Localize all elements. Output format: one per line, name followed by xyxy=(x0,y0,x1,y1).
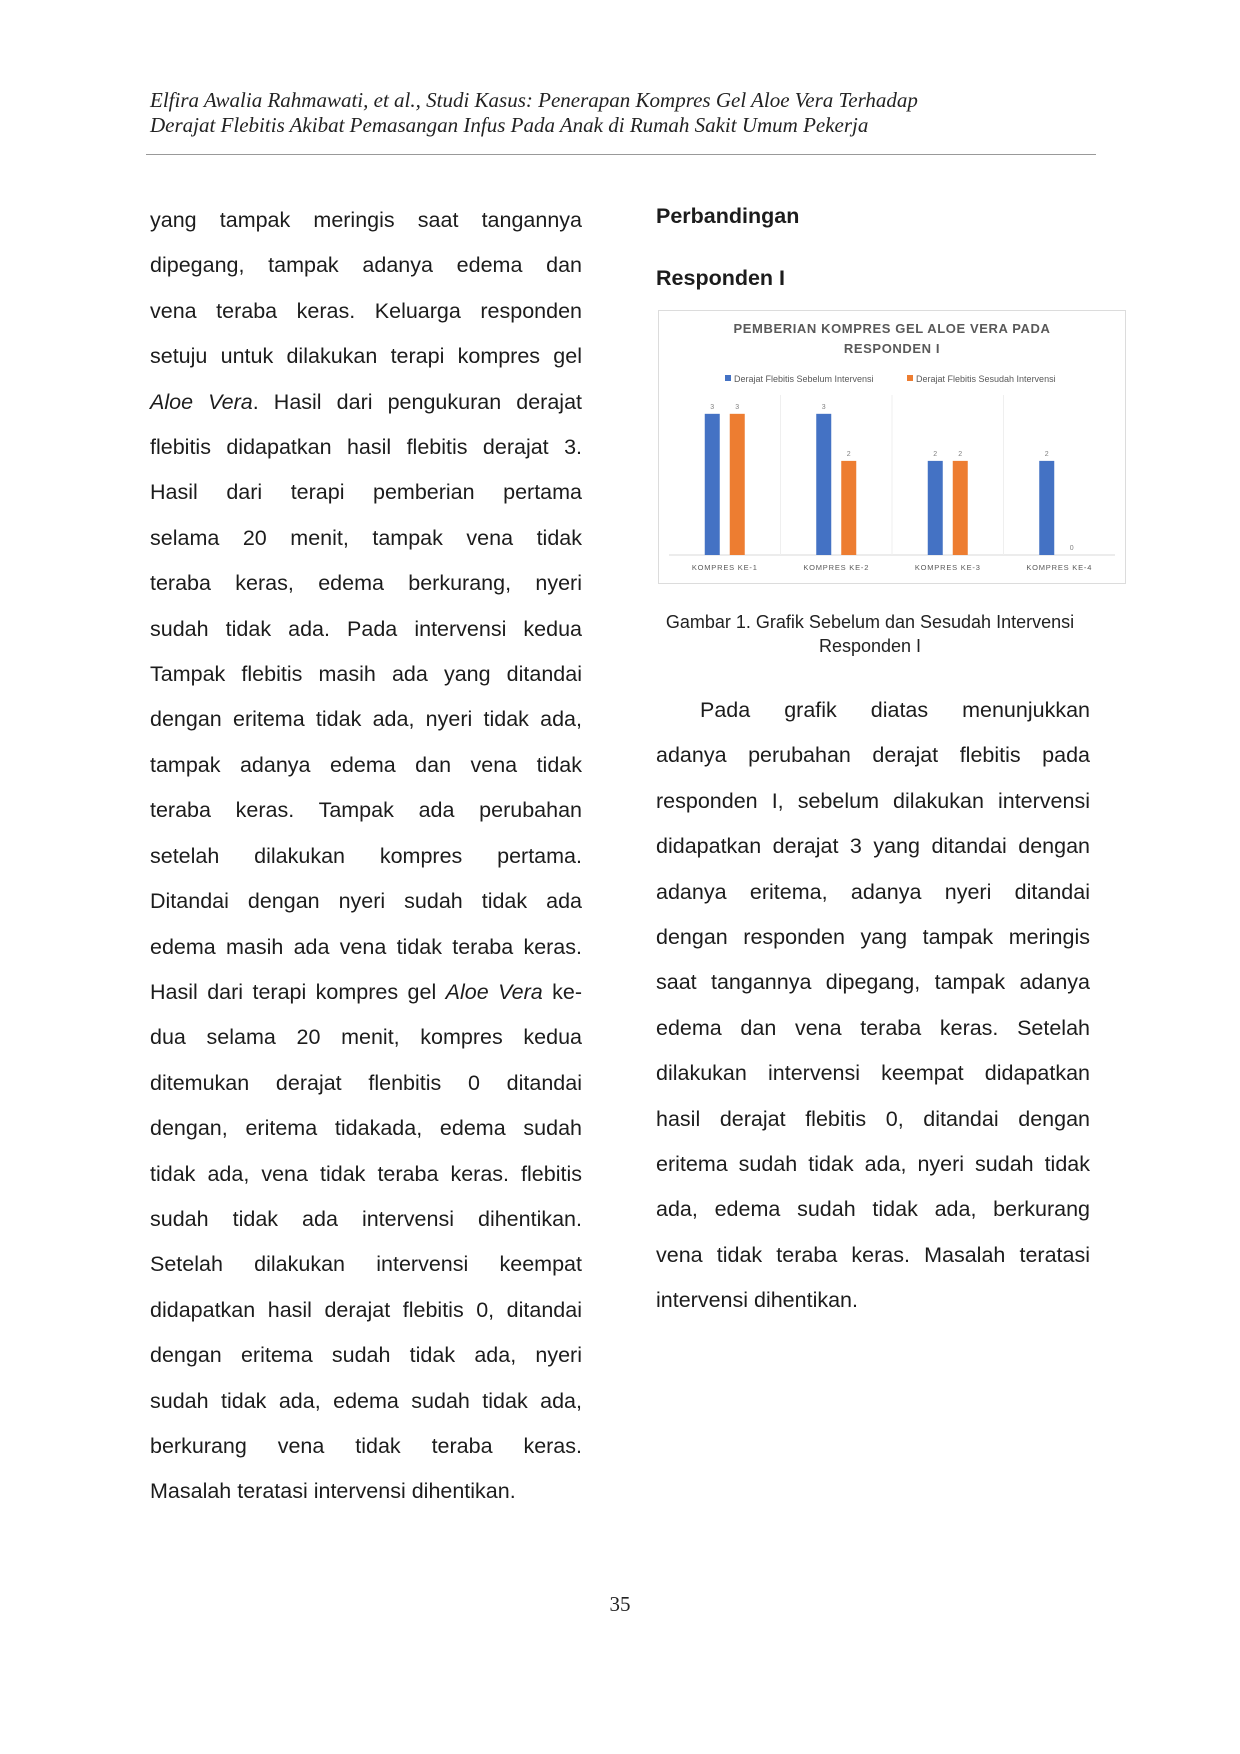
figure-chart xyxy=(658,310,1126,584)
caption-line-2: Responden I xyxy=(818,636,922,656)
data-label: 2 xyxy=(958,450,963,458)
text-line: setelah dilakukan kompres pertama. xyxy=(150,843,582,868)
chart-title-line-2: RESPONDEN I xyxy=(843,341,941,356)
text-line: vena teraba keras. Keluarga responden xyxy=(150,298,582,323)
header-line-2: Derajat Flebitis Akibat Pemasangan Infus Pada Anak di Rumah Sakit Umum Pekerja xyxy=(150,113,869,137)
data-label: 0 xyxy=(1069,545,1074,552)
text-line: dengan eritema sudah tidak ada, nyeri xyxy=(150,1343,582,1368)
x-tick-label: KOMPRES KE-2 xyxy=(803,563,870,572)
text-line: dua selama 20 menit, kompres kedua xyxy=(150,1025,582,1050)
text-line: sudah tidak ada intervensi dihentikan. xyxy=(150,1206,582,1231)
text-line: selama 20 menit, tampak vena tidak xyxy=(150,525,582,550)
text-line: tampak adanya edema dan vena tidak xyxy=(150,752,582,777)
data-label: 2 xyxy=(846,450,851,458)
header-line-1: Elfira Awalia Rahmawati, et al., Studi Kasus: Penerapan Kompres Gel Aloe Vera Terhadap xyxy=(150,88,918,112)
x-tick-label: KOMPRES KE-4 xyxy=(1026,563,1093,572)
header-divider xyxy=(146,154,1096,155)
chart-plot-area xyxy=(669,395,1115,572)
text-line: Aloe Vera. Hasil dari pengukuran derajat xyxy=(150,389,582,414)
text-line: dengan eritema tidak ada, nyeri tidak ada, xyxy=(150,707,582,732)
figure-caption xyxy=(640,610,1100,658)
data-label: 3 xyxy=(710,403,715,411)
bar xyxy=(816,414,831,555)
bar xyxy=(928,461,943,555)
bar xyxy=(730,414,745,555)
text-line: dengan responden yang tampak meringis xyxy=(656,925,1090,950)
text-line: hasil derajat flebitis 0, ditandai dengan xyxy=(656,1106,1090,1131)
text-line: tidak ada, vena tidak teraba keras. flebitis xyxy=(150,1161,582,1186)
bar-chart xyxy=(659,311,1125,583)
text-line: dilakukan intervensi keempat didapatkan xyxy=(656,1061,1090,1086)
text-line: sudah tidak ada. Pada intervensi kedua xyxy=(150,616,582,641)
text-line: intervensi dihentikan. xyxy=(656,1288,858,1313)
text-line: vena tidak teraba keras. Masalah teratasi xyxy=(656,1242,1090,1267)
subsection-heading: Responden I xyxy=(656,266,786,290)
text-line: sudah tidak ada, edema sudah tidak ada, xyxy=(150,1388,582,1413)
text-line: ditemukan derajat flenbitis 0 ditandai xyxy=(150,1070,582,1095)
data-label: 2 xyxy=(1044,450,1049,458)
x-tick-label: KOMPRES KE-1 xyxy=(691,563,758,572)
text-line: Ditandai dengan nyeri sudah tidak ada xyxy=(150,889,582,914)
page-number: 35 xyxy=(609,1592,631,1616)
bar xyxy=(841,461,856,555)
text-line: didapatkan derajat 3 yang ditandai dengan xyxy=(656,834,1090,859)
data-label: 3 xyxy=(735,403,740,411)
legend-label: Derajat Flebitis Sebelum Intervensi xyxy=(734,374,874,384)
text-line: Hasil dari terapi kompres gel Aloe Vera ke- xyxy=(150,979,583,1004)
text-line: teraba keras. Tampak ada perubahan xyxy=(150,798,582,823)
running-header xyxy=(150,88,1100,138)
text-line: dipegang, tampak adanya edema dan xyxy=(150,253,582,278)
text-line: adanya perubahan derajat flebitis pada xyxy=(656,743,1090,768)
data-label: 3 xyxy=(821,403,826,411)
bar xyxy=(705,414,720,555)
chart-legend xyxy=(725,374,1056,384)
text-line: Tampak flebitis masih ada yang ditandai xyxy=(150,662,582,687)
text-line: didapatkan hasil derajat flebitis 0, ditandai xyxy=(150,1297,582,1322)
text-line: edema masih ada vena tidak teraba keras. xyxy=(150,934,582,959)
text-line: Masalah teratasi intervensi dihentikan. xyxy=(150,1479,516,1504)
x-tick-label: KOMPRES KE-3 xyxy=(914,563,981,572)
legend-swatch xyxy=(725,375,731,381)
bar xyxy=(1039,461,1054,555)
data-label: 2 xyxy=(933,450,938,458)
text-line: saat tangannya dipegang, tampak adanya xyxy=(656,970,1090,995)
right-column-text xyxy=(656,688,1090,1324)
text-line: eritema sudah tidak ada, nyeri sudah tidak xyxy=(656,1152,1090,1177)
text-line: adanya eritema, adanya nyeri ditandai xyxy=(656,879,1090,904)
caption-line-1: Gambar 1. Grafik Sebelum dan Sesudah Intervensi xyxy=(665,612,1075,632)
legend-swatch xyxy=(907,375,913,381)
text-line: ada, edema sudah tidak ada, berkurang xyxy=(656,1197,1090,1222)
text-line: responden I, sebelum dilakukan intervensi xyxy=(656,788,1090,813)
legend-label: Derajat Flebitis Sesudah Intervensi xyxy=(916,374,1056,384)
text-line: flebitis didapatkan hasil flebitis derajat 3. xyxy=(150,435,582,460)
text-line: yang tampak meringis saat tangannya xyxy=(150,208,582,232)
text-line: setuju untuk dilakukan terapi kompres gel xyxy=(150,344,582,369)
text-line: teraba keras, edema berkurang, nyeri xyxy=(150,571,582,596)
left-column-text xyxy=(150,198,582,1515)
section-heading: Perbandingan xyxy=(656,204,800,228)
text-line: Setelah dilakukan intervensi keempat xyxy=(150,1252,582,1277)
chart-title-line-1: PEMBERIAN KOMPRES GEL ALOE VERA PADA xyxy=(733,321,1051,336)
text-line: Pada grafik diatas menunjukkan xyxy=(700,698,1090,722)
text-line: berkurang vena tidak teraba keras. xyxy=(150,1433,582,1458)
text-line: dengan, eritema tidakada, edema sudah xyxy=(150,1116,582,1141)
text-line: Hasil dari terapi pemberian pertama xyxy=(150,480,582,505)
bar xyxy=(953,461,968,555)
text-line: edema dan vena teraba keras. Setelah xyxy=(656,1015,1090,1040)
